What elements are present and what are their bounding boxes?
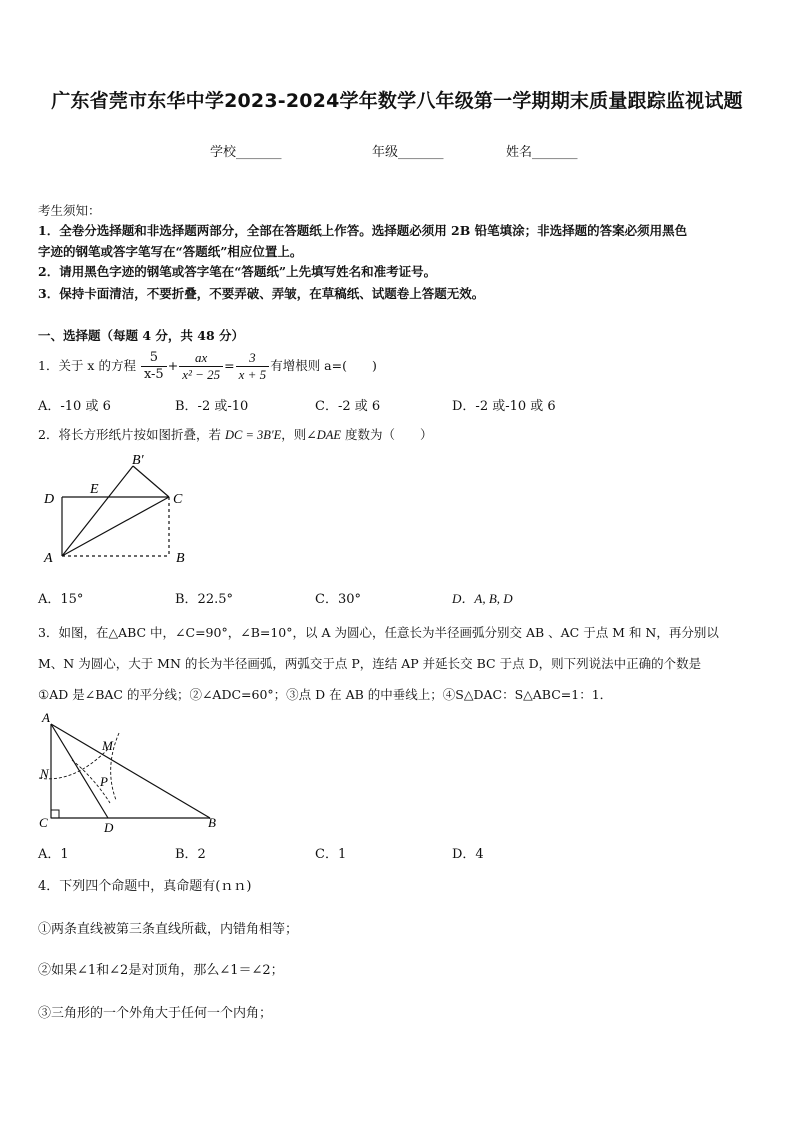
label-B: B — [208, 815, 216, 830]
label-P: P — [100, 774, 108, 789]
question-2-stem — [38, 425, 433, 445]
question-3-line-1: 3．如图，在△ABC 中，∠C=90°，∠B=10°，以 A 为圆心，任意长为半径画弧分别交 AB 、AC 于点 M 和 N，再分别以 — [38, 625, 719, 640]
q1-f1-num: 5 — [141, 350, 167, 367]
q3-option-b: B．2 — [175, 847, 206, 862]
q1-f2-num: ax — [179, 350, 223, 367]
q4-item-3: ③三角形的一个外角大于任何一个内角； — [38, 1006, 273, 1021]
right-angle-mark — [51, 810, 59, 818]
label-M: M — [102, 738, 113, 753]
q1-option-b: B．-2 或-10 — [175, 399, 249, 414]
q1-f1-den: x-5 — [143, 367, 164, 382]
q2-math-1: DC = 3B′E — [224, 428, 282, 442]
side-AB — [51, 724, 210, 818]
label-B-prime: B′ — [132, 453, 144, 468]
question-1-stem — [38, 348, 377, 384]
notice-heading: 考生须知： — [38, 203, 101, 218]
q2-fold-figure — [36, 452, 206, 570]
section-heading: 一、选择题（每题 4 分，共 48 分） — [38, 328, 245, 343]
q2-math-2: ∠DAE — [306, 428, 342, 442]
notice-item-2: 2．请用黑色字迹的钢笔或答字笔在“答题纸”上先填写姓名和准考证号。 — [38, 264, 437, 279]
label-N: N — [40, 766, 49, 781]
label-A: A — [44, 551, 53, 566]
q1-fraction-1 — [141, 350, 167, 383]
question-3-line-3: ①AD 是∠BAC 的平分线；②∠ADC=60°；③点 D 在 AB 的中垂线上；④S△DAC：S△ABC=1：1． — [38, 687, 613, 702]
line-AB-prime — [62, 466, 133, 556]
label-E: E — [90, 482, 99, 497]
q1-option-c: C．-2 或 6 — [315, 399, 381, 414]
q1-f3-num: 3 — [236, 350, 270, 367]
q1-option-a: A．-10 或 6 — [38, 399, 111, 414]
q1-eq: = — [224, 358, 235, 373]
q2-option-c: C．30° — [315, 592, 361, 607]
name-field: 姓名_______ — [506, 145, 578, 160]
q1-prefix: 1．关于 x 的方程 — [38, 358, 136, 373]
label-D: D — [44, 492, 55, 507]
grade-field: 年级_______ — [372, 145, 444, 160]
line-AC — [62, 497, 169, 556]
label-C: C — [173, 492, 183, 507]
question-4-stem: 4．下列四个命题中，真命题有(ｎｎ) — [38, 879, 252, 894]
q1-fraction-3 — [236, 350, 270, 383]
q2-text-b: ，则 — [281, 427, 307, 442]
school-field: 学校_______ — [210, 145, 282, 160]
q1-fraction-2 — [179, 350, 223, 383]
q3-option-c: C．1 — [315, 847, 347, 862]
q3-option-a: A．1 — [38, 847, 69, 862]
label-D: D — [104, 820, 114, 835]
notice-item-1a: 1．全卷分选择题和非选择题两部分，全部在答题纸上作答。选择题必须用 2B 铅笔填涂；非选择题的答案必须用黑色 — [38, 223, 688, 238]
label-A: A — [42, 710, 50, 725]
q4-item-1: ①两条直线被第三条直线所截，内错角相等； — [38, 922, 299, 937]
notice-item-1b: 字迹的钢笔或答字笔写在“答题纸”相应位置上。 — [38, 244, 303, 259]
notice-item-3: 3．保持卡面清洁，不要折叠，不要弄破、弄皱，在草稿纸、试题卷上答题无效。 — [38, 286, 485, 301]
label-C: C — [39, 815, 48, 830]
q1-f3-den: x + 5 — [238, 367, 267, 382]
q1-option-d: D．-2 或-10 或 6 — [452, 399, 556, 414]
q1-f2-den: x² − 25 — [182, 367, 221, 382]
q2-option-a: A．15° — [38, 592, 84, 607]
q2-text-c: 度数为（ ） — [341, 427, 433, 442]
q1-suffix: 有增根则 a=( ) — [270, 358, 377, 373]
label-B: B — [176, 551, 185, 566]
q2-option-b: B．22.5° — [175, 592, 233, 607]
line-B-prime-C — [133, 466, 169, 497]
q2-option-d: D．A, B, D — [452, 591, 513, 606]
exam-title: 广东省莞市东华中学2023-2024学年数学八年级第一学期期末质量跟踪监视试题 — [51, 90, 743, 112]
q2-text-a: 2．将长方形纸片按如图折叠，若 — [38, 427, 221, 442]
question-3-line-2: M、N 为圆心，大于 MN 的长为半径画弧，两弧交于点 P，连结 AP 并延长交 BC 于点 D，则下列说法中正确的个数是 — [38, 656, 702, 671]
q4-item-2: ②如果∠1和∠2是对顶角，那么∠1＝∠2； — [38, 963, 284, 978]
q3-triangle-figure — [34, 708, 230, 838]
q1-plus: + — [167, 358, 179, 373]
q3-option-d: D．4 — [452, 847, 484, 862]
